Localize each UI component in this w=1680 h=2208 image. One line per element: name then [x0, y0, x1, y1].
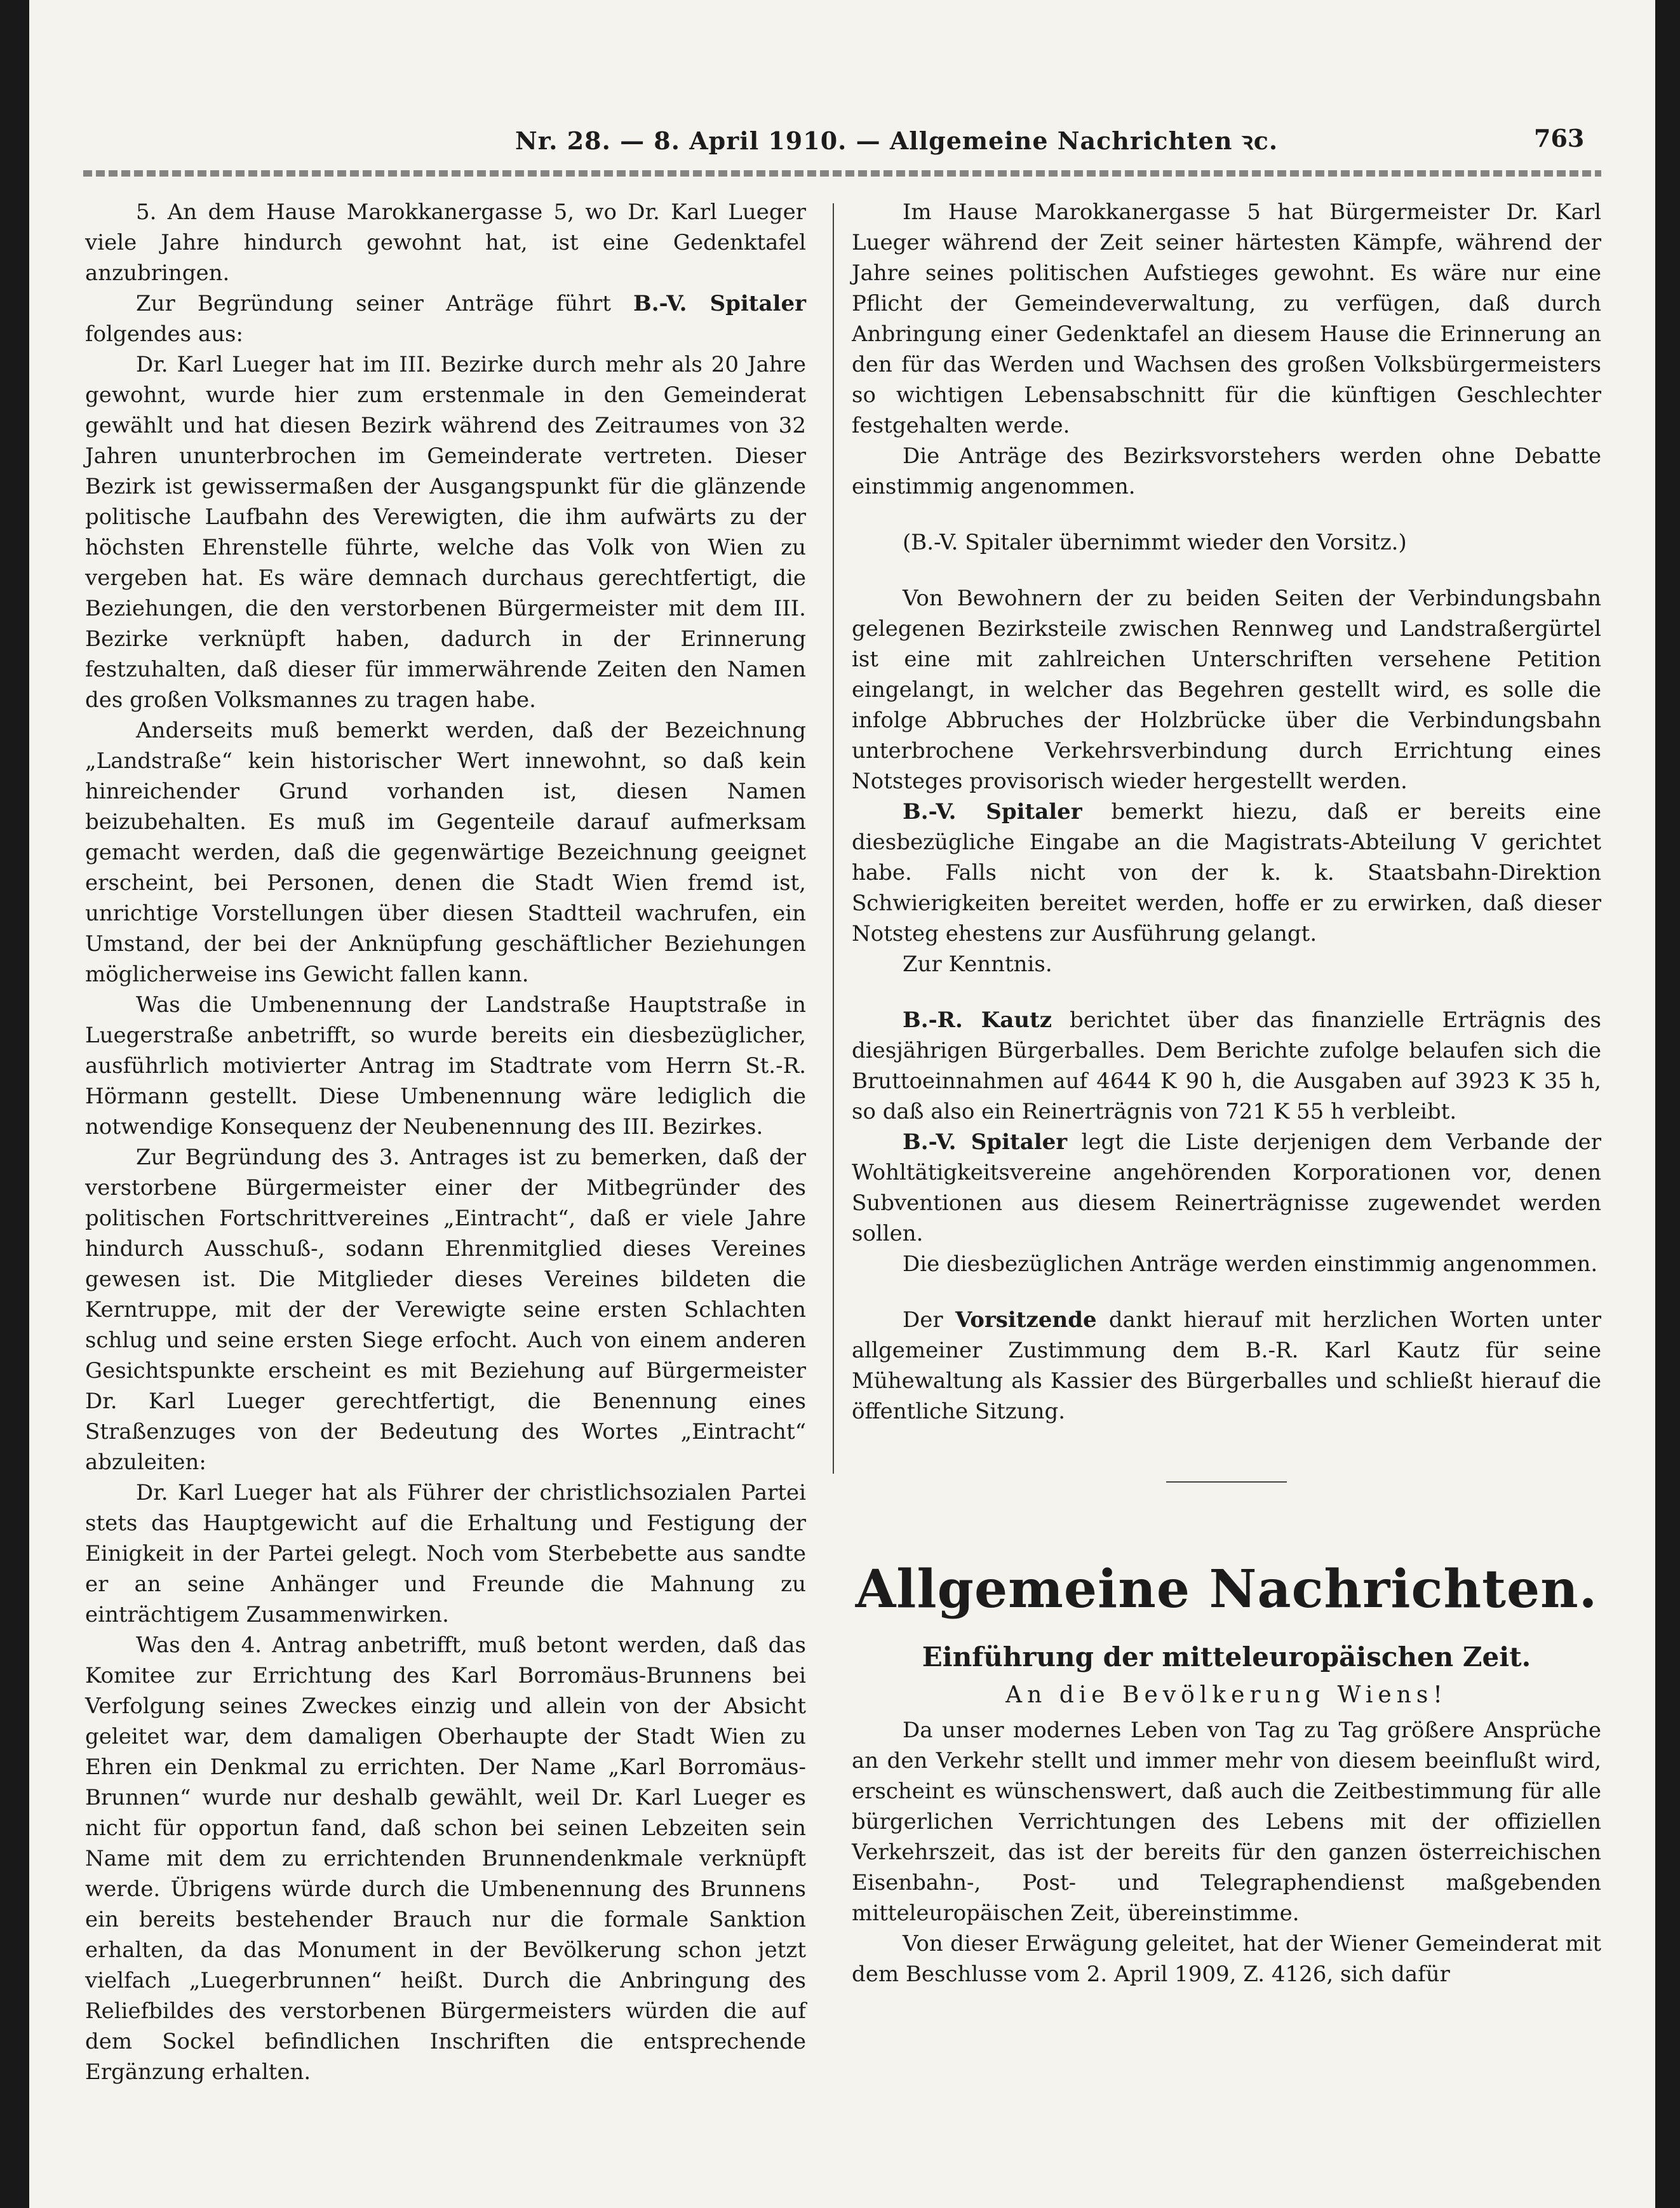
speaker-name: B.-V. Spitaler [633, 291, 807, 316]
header-rule [83, 170, 1601, 177]
paragraph: Die diesbezüglichen Anträge werden einstimmig angenommen. [903, 1251, 1598, 1277]
section-title: Allgemeine Nachrichten. [855, 1559, 1598, 1620]
text-run: legt die Liste derjenigen dem Verbande der Wohltätigkeitsvereine angehörenden Korporationen vor, denen Subventionen aus diesem Reinerträgnisse zugewendet werden sollen. [852, 1129, 1602, 1246]
text-run: bemerkt hiezu, daß er bereits eine diesbezügliche Eingabe an die Magistrats-Abteilung V gerichtet habe. Falls nicht von der k. k. Staatsbahn-Direktion Schwierigkeiten bereitet werden, hoffe er zu erwirken, daß dieser Notsteg ehestens zur Ausführung gelangt. [852, 799, 1602, 946]
paragraph: Im Hause Marokkanergasse 5 hat Bürgermeister Dr. Karl Lueger während der Zeit seiner härtesten Kämpfe, während der Jahre seines politischen Aufstieges gewohnt. Es wäre nur eine Pflicht der Gemeindeverwaltung, zu verfügen, daß durch Anbringung einer Gedenktafel an diesem Hause die Erinnerung an den für das Werden und Wachsen des großen Volksbürgermeisters so wichtigen Lebensabschnitt für die künftigen Geschlechter festgehalten werde. [852, 199, 1601, 438]
paragraph [85, 288, 806, 349]
page-number: 763 [1534, 124, 1585, 152]
paragraph: 5. An dem Hause Marokkanergasse 5, wo Dr. Karl Lueger viele Jahre hindurch gewohnt hat, ist eine Gedenktafel anzubringen. [85, 199, 806, 286]
paragraph: Zur Begründung des 3. Antrages ist zu bemerken, daß der verstorbene Bürgermeister einer der Mitbegründer des politischen Fortschrittvereines „Eintracht“, daß er viele Jahre hindurch Ausschuß-, sodann Ehrenmitglied dieses Vereines gewesen ist. Die Mitglieder dieses Vereines bildeten die Kerntruppe, mit der der Verewigte seine ersten Schlachten schlug und seine ersten Siege erfocht. Auch von einem anderen Gesichtspunkte erscheint es mit Beziehung auf Bürgermeister Dr. Karl Lueger gerechtfertigt, die Benennung eines Straßenzuges von der Bedeutung des Wortes „Eintracht“ abzuleiten: [85, 1145, 806, 1475]
paragraph: Zur Kenntnis. [903, 952, 1052, 977]
paragraph [852, 1305, 1601, 1427]
text-run: dankt hierauf mit herzlichen Worten unter allgemeiner Zustimmung dem B.-R. Karl Kautz für seine Mühewaltung als Kassier des Bürgerballes und schließt hierauf die öffentliche Sitzung. [852, 1307, 1601, 1424]
column-divider [833, 203, 834, 1474]
text-run: Der [903, 1307, 943, 1333]
paragraph: Anderseits muß bemerkt werden, daß der Bezeichnung „Landstraße“ kein historischer Wert innewohnt, so daß kein hinreichender Grund vorhanden ist, diesen Namen beizubehalten. Es muß im Gegenteile darauf aufmerksam gemacht werden, daß die gegenwärtige Bezeichnung geeignet erscheint, bei Personen, denen die Stadt Wien fremd ist, unrichtige Vorstellungen über diesen Stadtteil wachrufen, ein Umstand, der bei der Anknüpfung geschäftlicher Beziehungen möglicherweise ins Gewicht fallen kann. [85, 718, 806, 987]
paragraph: Die Anträge des Bezirksvorstehers werden ohne Debatte einstimmig angenommen. [852, 443, 1601, 499]
right-column [852, 197, 1601, 1989]
paragraph: Von dieser Erwägung geleitet, hat der Wiener Gemeinderat mit dem Beschlusse vom 2. April 1909, Z. 4126, sich dafür [852, 1931, 1601, 1987]
speaker-name: B.-R. Kautz [903, 1007, 1052, 1033]
paragraph: Was den 4. Antrag anbetrifft, muß betont werden, daß das Komitee zur Errichtung des Karl Borromäus-Brunnens bei Verfolgung seines Zweckes einzig und allein von der Absicht geleitet war, dem damaligen Oberhaupte der Stadt Wien zu Ehren ein Denkmal zu errichten. Der Name „Karl Borromäus-Brunnen“ wurde nur deshalb gewählt, weil Dr. Karl Lueger es nicht für opportun fand, daß schon bei seinen Lebzeiten sein Name mit dem zu errichtenden Brunnendenkmale verknüpft werde. Übrigens würde durch die Umbenennung des Brunnens ein bereits bestehender Brauch nur die formale Sanktion erhalten, da das Monument in der Bevölkerung schon jetzt vielfach „Luegerbrunnen“ heißt. Durch die Anbringung des Reliefbildes des verstorbenen Bürgermeisters würden die auf dem Sockel befindlichen Inschriften die entsprechende Ergänzung erhalten. [85, 1632, 806, 2085]
paragraph [852, 797, 1601, 949]
paragraph: Da unser modernes Leben von Tag zu Tag größere Ansprüche an den Verkehr stellt und immer mehr von diesem beeinflußt wird, erscheint es wünschenswert, daß auch die Zeitbestimmung für alle bürgerlichen Verrichtungen des Lebens mit der offiziellen Verkehrszeit, das ist der bereits für den ganzen österreichischen Eisenbahn-, Post- und Telegraphendienst maßgebenden mitteleuropäischen Zeit, übereinstimme. [852, 1718, 1601, 1926]
speaker-name: Vorsitzende [955, 1307, 1097, 1333]
paragraph: Von Bewohnern der zu beiden Seiten der Verbindungsbahn gelegenen Bezirksteile zwischen Rennweg und Landstraßergürtel ist eine mit zahlreichen Unterschriften versehene Petition eingelangt, in welcher das Begehren gestellt wird, es solle die infolge Abbruches der Holzbrücke über die Verbindungsbahn unterbrochene Verkehrsverbindung durch Errichtung eines Notsteges provisorisch wieder hergestellt werden. [852, 586, 1601, 794]
paragraph [852, 1005, 1601, 1127]
paragraph [852, 1127, 1601, 1249]
section-divider [1166, 1481, 1287, 1483]
paragraph: Was die Umbenennung der Landstraße Hauptstraße in Luegerstraße anbetrifft, so wurde bereits ein diesbezüglicher, ausführlich motivierter Antrag im Stadtrate vom Herrn St.-R. Hörmann gestellt. Diese Umbenennung wäre lediglich die notwendige Konsequenz der Neubenennung des III. Bezirkes. [85, 992, 806, 1140]
section-subtitle-secondary: An die Bevölkerung Wiens! [1005, 1682, 1448, 1708]
paragraph: Dr. Karl Lueger hat im III. Bezirke durch mehr als 20 Jahre gewohnt, wurde hier zum erstenmale in den Gemeinderat gewählt und hat diesen Bezirk während des Zeitraumes von 32 Jahren ununterbrochen im Gemeinderate vertreten. Dieser Bezirk ist gewissermaßen der Ausgangspunkt für die glänzende politische Laufbahn des Verewigten, die ihm aufwärts zu der höchsten Ehrenstelle führte, welche das Volk von Wien zu vergeben hat. Es wäre demnach durchaus gerechtfertigt, die Beziehungen, die den verstorbenen Bürgermeister mit dem III. Bezirke verknüpft haben, dadurch in der Erinnerung festzuhalten, daß dieser für immerwährende Zeiten den Namen des großen Volksmannes zu tragen habe. [85, 352, 806, 713]
paragraph: Dr. Karl Lueger hat als Führer der christlichsozialen Partei stets das Hauptgewicht auf die Erhaltung und Festigung der Einigkeit in der Partei gelegt. Noch vom Sterbebette aus sandte er an seine Anhänger und Freunde die Mahnung zu einträchtigem Zusammenwirken. [85, 1480, 806, 1627]
newspaper-page [29, 0, 1655, 2208]
speaker-name: B.-V. Spitaler [903, 799, 1082, 825]
section-subtitle: Einführung der mitteleuropäischen Zeit. [922, 1641, 1531, 1673]
paragraph: (B.-V. Spitaler übernimmt wieder den Vorsitz.) [903, 530, 1407, 555]
text-run: folgendes aus: [85, 321, 243, 347]
speaker-name: B.-V. Spitaler [903, 1129, 1068, 1155]
page-header [29, 124, 1655, 162]
header-title: Nr. 28. — 8. April 1910. — Allgemeine Nachrichten ꝛc. [515, 126, 1279, 155]
text-run: berichtet über das finanzielle Erträgnis des diesjährigen Bürgerballes. Dem Berichte zufolge belaufen sich die Bruttoeinnahmen auf 4644 K 90 h, die Ausgaben auf 3923 K 35 h, so daß also ein Reinerträgnis von 721 K 55 h verbleibt. [852, 1007, 1601, 1124]
text-run: Zur Begründung seiner Anträge führt [136, 291, 611, 316]
left-column [85, 197, 806, 2087]
